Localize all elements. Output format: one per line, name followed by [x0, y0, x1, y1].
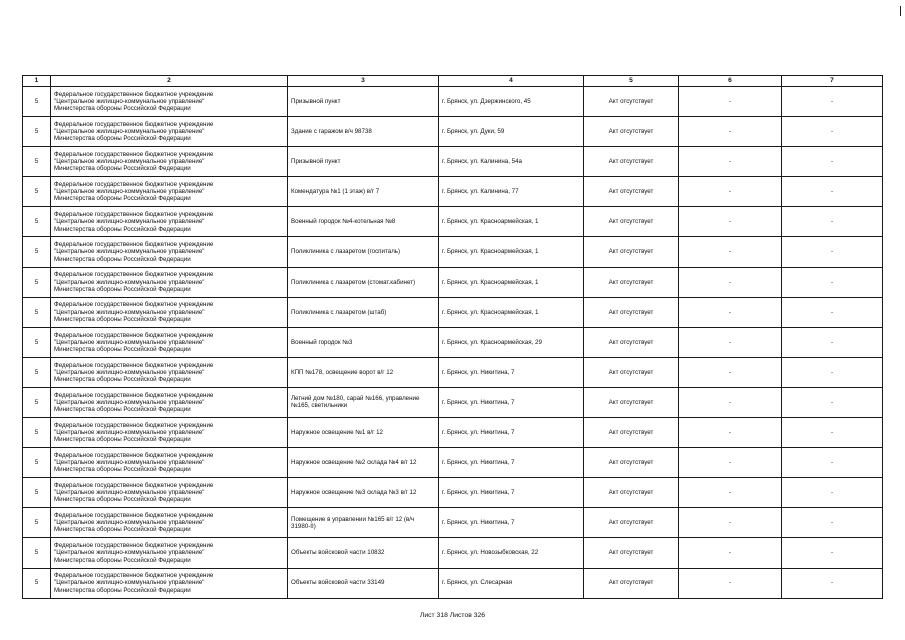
object-name-cell: Наружное освещение №1 в/г 12 [288, 418, 439, 448]
act-status-cell: Акт отсутствует [584, 538, 679, 568]
object-name-cell: Поликлиника с лазаретом (стомат.кабинет) [288, 267, 439, 297]
row-number-cell: 5 [23, 538, 51, 568]
column-7-cell: - [782, 327, 883, 357]
address-cell: г. Брянск, ул. Красноармейская, 1 [439, 207, 584, 237]
address-cell: г. Брянск, ул. Дзержинского, 45 [439, 87, 584, 117]
column-7-cell: - [782, 568, 883, 598]
act-status-cell: Акт отсутствует [584, 147, 679, 177]
object-name-cell: Поликлиника с лазаретом (госпиталь) [288, 237, 439, 267]
address-cell: г. Брянск, ул. Красноармейская, 1 [439, 267, 584, 297]
page-counter: Лист 318 Листов 326 [419, 612, 486, 619]
address-cell: г. Брянск, ул. Красноармейская, 1 [439, 297, 584, 327]
object-name-cell: КПП №178, освещение ворот в/г 12 [288, 357, 439, 387]
organization-cell: Федеральное государственное бюджетное учреждение "Центральное жилищно-коммунальное управление" Министерства обороны Российской Федерации [51, 297, 288, 327]
column-7-cell: - [782, 448, 883, 478]
column-header-1: 1 [23, 76, 51, 87]
act-status-cell: Акт отсутствует [584, 237, 679, 267]
address-cell: г. Брянск, ул. Никитина, 7 [439, 418, 584, 448]
column-6-cell: - [679, 508, 782, 538]
object-name-cell: Здание с гаражом в/ч 98738 [288, 117, 439, 147]
address-cell: г. Брянск, ул. Новозыбковская, 22 [439, 538, 584, 568]
address-cell: г. Брянск, ул. Никитина, 7 [439, 357, 584, 387]
row-number-cell: 5 [23, 418, 51, 448]
column-6-cell: - [679, 357, 782, 387]
column-7-cell: - [782, 87, 883, 117]
column-7-cell: - [782, 267, 883, 297]
object-name-cell: Военный городок №3 [288, 327, 439, 357]
column-6-cell: - [679, 538, 782, 568]
address-cell: г. Брянск, ул. Калинина, 54а [439, 147, 584, 177]
table-row [23, 568, 883, 598]
act-status-cell: Акт отсутствует [584, 418, 679, 448]
address-cell: г. Брянск, ул. Красноармейская, 29 [439, 327, 584, 357]
column-6-cell: - [679, 207, 782, 237]
table-row [23, 297, 883, 327]
column-6-cell: - [679, 387, 782, 417]
object-name-cell: Наружное освещение №3 склада №3 в/г 12 [288, 478, 439, 508]
table-row [23, 177, 883, 207]
address-cell: г. Брянск, ул. Никитина, 7 [439, 478, 584, 508]
organization-cell: Федеральное государственное бюджетное учреждение "Центральное жилищно-коммунальное управление" Министерства обороны Российской Федерации [51, 147, 288, 177]
organization-cell: Федеральное государственное бюджетное учреждение "Центральное жилищно-коммунальное управление" Министерства обороны Российской Федерации [51, 357, 288, 387]
table-row [23, 538, 883, 568]
column-7-cell: - [782, 147, 883, 177]
column-7-cell: - [782, 207, 883, 237]
column-6-cell: - [679, 297, 782, 327]
table-row [23, 267, 883, 297]
act-status-cell: Акт отсутствует [584, 568, 679, 598]
organization-cell: Федеральное государственное бюджетное учреждение "Центральное жилищно-коммунальное управление" Министерства обороны Российской Федерации [51, 267, 288, 297]
row-number-cell: 5 [23, 117, 51, 147]
act-status-cell: Акт отсутствует [584, 267, 679, 297]
table-row [23, 478, 883, 508]
organization-cell: Федеральное государственное бюджетное учреждение "Центральное жилищно-коммунальное управление" Министерства обороны Российской Федерации [51, 117, 288, 147]
row-number-cell: 5 [23, 448, 51, 478]
table-row [23, 207, 883, 237]
organization-cell: Федеральное государственное бюджетное учреждение "Центральное жилищно-коммунальное управление" Министерства обороны Российской Федерации [51, 177, 288, 207]
organization-cell: Федеральное государственное бюджетное учреждение "Центральное жилищно-коммунальное управление" Министерства обороны Российской Федерации [51, 478, 288, 508]
object-name-cell: Поликлиника с лазаретом (штаб) [288, 297, 439, 327]
organization-cell: Федеральное государственное бюджетное учреждение "Центральное жилищно-коммунальное управление" Министерства обороны Российской Федерации [51, 508, 288, 538]
address-cell: г. Брянск, ул. Дуки, 59 [439, 117, 584, 147]
page-edge-mark [900, 6, 901, 16]
column-6-cell: - [679, 327, 782, 357]
act-status-cell: Акт отсутствует [584, 87, 679, 117]
column-7-cell: - [782, 117, 883, 147]
row-number-cell: 5 [23, 177, 51, 207]
row-number-cell: 5 [23, 357, 51, 387]
column-7-cell: - [782, 237, 883, 267]
row-number-cell: 5 [23, 207, 51, 237]
address-cell: г. Брянск, ул. Никитина, 7 [439, 387, 584, 417]
column-6-cell: - [679, 177, 782, 207]
object-name-cell: Помещение в управлении №165 в/г 12 (в/ч 31980-II) [288, 508, 439, 538]
table-row [23, 418, 883, 448]
row-number-cell: 5 [23, 147, 51, 177]
column-6-cell: - [679, 237, 782, 267]
row-number-cell: 5 [23, 327, 51, 357]
column-7-cell: - [782, 177, 883, 207]
column-header-4: 4 [439, 76, 584, 87]
table-row [23, 448, 883, 478]
object-name-cell: Призывной пункт [288, 87, 439, 117]
organization-cell: Федеральное государственное бюджетное учреждение "Центральное жилищно-коммунальное управление" Министерства обороны Российской Федерации [51, 418, 288, 448]
organization-cell: Федеральное государственное бюджетное учреждение "Центральное жилищно-коммунальное управление" Министерства обороны Российской Федерации [51, 207, 288, 237]
column-6-cell: - [679, 267, 782, 297]
column-header-7: 7 [782, 76, 883, 87]
object-name-cell: Объекты войсковой части 10832 [288, 538, 439, 568]
act-status-cell: Акт отсутствует [584, 357, 679, 387]
organization-cell: Федеральное государственное бюджетное учреждение "Центральное жилищно-коммунальное управление" Министерства обороны Российской Федерации [51, 448, 288, 478]
row-number-cell: 5 [23, 267, 51, 297]
table-row [23, 87, 883, 117]
row-number-cell: 5 [23, 508, 51, 538]
address-cell: г. Брянск, ул. Никитина, 7 [439, 448, 584, 478]
table-row [23, 357, 883, 387]
table-body [23, 87, 883, 599]
column-6-cell: - [679, 147, 782, 177]
address-cell: г. Брянск, ул. Красноармейская, 1 [439, 237, 584, 267]
row-number-cell: 5 [23, 237, 51, 267]
act-status-cell: Акт отсутствует [584, 177, 679, 207]
column-7-cell: - [782, 538, 883, 568]
column-6-cell: - [679, 418, 782, 448]
row-number-cell: 5 [23, 297, 51, 327]
table-row [23, 117, 883, 147]
address-cell: г. Брянск, ул. Калинина, 77 [439, 177, 584, 207]
act-status-cell: Акт отсутствует [584, 117, 679, 147]
address-cell: г. Брянск, ул. Никитина, 7 [439, 508, 584, 538]
act-status-cell: Акт отсутствует [584, 297, 679, 327]
organization-cell: Федеральное государственное бюджетное учреждение "Центральное жилищно-коммунальное управление" Министерства обороны Российской Федерации [51, 327, 288, 357]
act-status-cell: Акт отсутствует [584, 387, 679, 417]
column-header-5: 5 [584, 76, 679, 87]
act-status-cell: Акт отсутствует [584, 448, 679, 478]
table-row [23, 508, 883, 538]
column-7-cell: - [782, 478, 883, 508]
act-status-cell: Акт отсутствует [584, 327, 679, 357]
object-name-cell: Летний дом №180, сарай №166, управление №165, светильники [288, 387, 439, 417]
row-number-cell: 5 [23, 387, 51, 417]
address-cell: г. Брянск, ул. Слесарная [439, 568, 584, 598]
organization-cell: Федеральное государственное бюджетное учреждение "Центральное жилищно-коммунальное управление" Министерства обороны Российской Федерации [51, 387, 288, 417]
row-number-cell: 5 [23, 87, 51, 117]
row-number-cell: 5 [23, 568, 51, 598]
organization-cell: Федеральное государственное бюджетное учреждение "Центральное жилищно-коммунальное управление" Министерства обороны Российской Федерации [51, 87, 288, 117]
organization-cell: Федеральное государственное бюджетное учреждение "Центральное жилищно-коммунальное управление" Министерства обороны Российской Федерации [51, 568, 288, 598]
object-name-cell: Объекты войсковой части 33149 [288, 568, 439, 598]
column-6-cell: - [679, 87, 782, 117]
object-name-cell: Военный городок №4-котельная №8 [288, 207, 439, 237]
column-6-cell: - [679, 568, 782, 598]
column-6-cell: - [679, 117, 782, 147]
act-status-cell: Акт отсутствует [584, 508, 679, 538]
column-7-cell: - [782, 357, 883, 387]
column-6-cell: - [679, 478, 782, 508]
header-row [23, 76, 883, 87]
object-name-cell: Комендатура №1 (1 этаж) в/г 7 [288, 177, 439, 207]
column-header-6: 6 [679, 76, 782, 87]
table-row [23, 237, 883, 267]
organization-cell: Федеральное государственное бюджетное учреждение "Центральное жилищно-коммунальное управление" Министерства обороны Российской Федерации [51, 538, 288, 568]
act-status-cell: Акт отсутствует [584, 478, 679, 508]
table-row [23, 387, 883, 417]
column-header-2: 2 [51, 76, 288, 87]
object-name-cell: Призывной пункт [288, 147, 439, 177]
column-7-cell: - [782, 387, 883, 417]
table-row [23, 327, 883, 357]
row-number-cell: 5 [23, 478, 51, 508]
column-7-cell: - [782, 508, 883, 538]
table-row [23, 147, 883, 177]
object-name-cell: Наружное освещение №2 склада №4 в/г 12 [288, 448, 439, 478]
organization-cell: Федеральное государственное бюджетное учреждение "Центральное жилищно-коммунальное управление" Министерства обороны Российской Федерации [51, 237, 288, 267]
column-6-cell: - [679, 448, 782, 478]
column-header-3: 3 [288, 76, 439, 87]
objects-table [22, 75, 883, 599]
column-7-cell: - [782, 297, 883, 327]
act-status-cell: Акт отсутствует [584, 207, 679, 237]
column-7-cell: - [782, 418, 883, 448]
